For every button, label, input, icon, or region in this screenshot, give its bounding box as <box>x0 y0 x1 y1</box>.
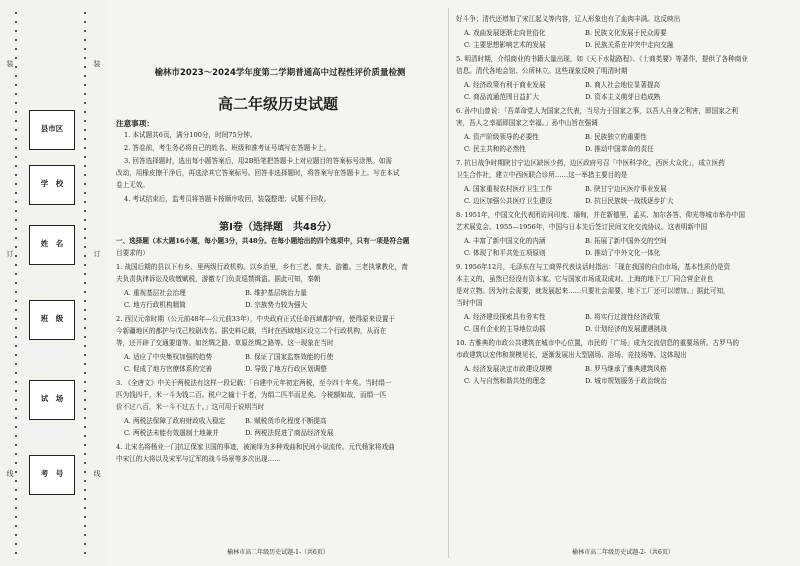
question-text: 今新疆地区的都护与戊己校尉改名。据史料记载，当时在西域地区设立二个行政机构，从而在 <box>116 327 387 335</box>
question-text: 本主义的，虽然已经没有资本家。它与国家市场成双成对。上海的地下工厂同合营企业也 <box>456 275 714 283</box>
option-row: A. 丰富了新中国文化的内涵 B. 拓展了新中国外交的空间 <box>464 237 667 245</box>
option-row: A. 资产阶级领导的必要性 B. 民族独立的重要性 <box>464 133 647 141</box>
seal-line-dotted <box>84 12 86 554</box>
question-text: 是对立物。因为社会需要，就发展起来……只要社会需要，地下工厂还可以增加。」据此可知， <box>456 287 730 295</box>
county-box: 县市区 <box>29 110 75 150</box>
option-row: C. 国有企业的主导地位动摇 D. 计划经济的发展遭遇挑战 <box>464 325 667 333</box>
question-text: 匹为钱四千，米一斗为钱二百。税户之输十千者，为绢二匹半而足矣。今税额如故，而绢一匹 <box>116 391 387 399</box>
question-text: 6. 孙中山曾说：「吾革命党人为国家之代表，当尽力于国家之事，以吾人自身之利害，即国家之利 <box>456 107 739 115</box>
edge-char: 订 <box>6 250 14 257</box>
question-text: 价不过八百，米一斗不过五十。」这可用于说明当时 <box>116 403 265 411</box>
option-row: C. 商品流通范围日益扩大 D. 资本主义萌芽日趋成熟 <box>464 93 661 101</box>
main-title: 高二年级历史试题 <box>217 95 338 113</box>
question-text: 4. 北宋名将杨业一门抗辽保家卫国的事迹，被演绎为多种戏曲和民间小说流传。元代杨家将戏曲 <box>116 443 395 451</box>
exam-page-2 <box>452 0 794 566</box>
notice-line: 1. 本试题共6页，满分100分，时间75分钟。 <box>124 131 257 139</box>
question-text: 10. 古雅典的市政公共建筑在城市中心位置，市民的「广场」成为交流信息的重要场所。古罗马的 <box>456 339 739 347</box>
edge-char: 线 <box>6 470 14 477</box>
question-text: 7. 抗日战争时期陕甘宁边区缺医少药，边区政府号召「中医科学化，西医大众化」，成立医药 <box>456 159 725 167</box>
question-text: 等，还开辟了交通要道等。如丝绸之路、草原丝绸之路等。这一现象在当时 <box>116 339 334 347</box>
notice-line: 2. 答卷前，考生务必将自己的姓名、班级和准考证号填写在答题卡上。 <box>124 144 331 152</box>
question-text: 信息。清代各地会馆、公所林立。这些现象反映了明清时期 <box>456 67 628 75</box>
question-text: 一、选择题（本大题16小题，每小题3分，共48分。在每小题给出的四个选项中，只有一项是符合题 <box>116 237 410 245</box>
option-row: C. 民主共和的必然性 D. 推动中国革命的责任 <box>464 145 654 153</box>
edge-char: 订 <box>93 250 101 257</box>
binding-strip <box>0 0 108 566</box>
question-text: 中宋江的大将以及宋军与辽军的战斗场景等多次出现…… <box>116 455 281 463</box>
question-text: 9. 1956年12月，毛泽东在与工商界代表谈话时指出：「现在我国的自由市场，基本性质仍是资 <box>456 263 731 271</box>
notice-heading: 注意事项： <box>116 119 154 128</box>
exam-page-1 <box>112 0 444 566</box>
option-row: C. 地方行政机构精简 D. 宗族势力较为强大 <box>124 301 308 309</box>
notice-line: 3. 回答选择题时，选出每小题答案后，用2B铅笔把答题卡上对应题目的答案标号涂黑。如需 <box>124 157 392 165</box>
notice-line: 卷上无效。 <box>116 181 149 189</box>
option-row: A. 适应了中央集权加强的趋势 B. 保证了国家监察效能的行使 <box>124 353 334 361</box>
option-row: A. 经济发展决定市政建设规模 B. 罗马继承了雅典建筑风格 <box>464 365 667 373</box>
question-text: 5. 明清时期，介绍商业的书籍大量出现，如《天下水陆路程》、《士商类要》等著作，提供了各种商业 <box>456 55 748 63</box>
question-text: 3. 《全唐文》中关于两税法有这样一段记载：「自建中元年初定两税，至今四十年矣。当时绢一 <box>116 379 392 387</box>
question-text: 害，吾人之幸福即国家之幸福。」孙中山旨在强调 <box>456 119 598 127</box>
question-text: 目要求的） <box>116 249 149 257</box>
edge-char: 装 <box>6 60 14 67</box>
option-row: C. 边区加强公共医疗卫生建设 D. 抗日民族统一战线逐步扩大 <box>464 197 674 205</box>
option-row: C. 主要思想影响艺术的发展 D. 民族关系在冲突中走向交融 <box>464 41 674 49</box>
exam-room-box: 试 场 <box>29 380 75 420</box>
question-text: 卫生合作社，建立中西医联合诊所……这一举措主要目的是 <box>456 171 628 179</box>
option-row: A. 戏曲发展逐渐走向世俗化 B. 民族文化发展于民众需要 <box>464 29 667 37</box>
name-box: 姓 名 <box>29 225 75 265</box>
question-text: 8. 1951年，中国文化代表团访问印度、缅甸，并在新德里、孟买、加尔各答、仰光等城市举办中国 <box>456 211 745 219</box>
class-box: 班 级 <box>29 300 75 340</box>
option-row: A. 经济建设探索具有务实性 B. 将实行过渡性经济政策 <box>464 313 661 321</box>
cut-line-dotted <box>15 12 17 554</box>
option-row: C. 两税法未能有效遏制土地兼并 D. 两税法促进了商品经济发展 <box>124 429 334 437</box>
exam-title: 榆林市2023～2024学年度第二学期普通高中过程性评价质量检测 <box>154 67 406 77</box>
school-box: 学 校 <box>29 165 75 205</box>
question-text: 2. 西汉元帝时期（公元前48年—公元前33年），中央政府正式任命西域都护府，使得原来设置于 <box>116 315 396 323</box>
question-text: 市政建筑以宏伟和规模见长，逐渐发展出大型剧场、浴场、竞技场等。这体现出 <box>456 351 687 359</box>
option-row: A. 国家重视农村医疗卫生工作 B. 陕甘宁边区医疗事业发展 <box>464 185 667 193</box>
exam-number-box: 考 号 <box>29 455 75 495</box>
page-footer: 榆林市高二年级历史试题-2-（共6页） <box>572 549 674 556</box>
notice-line: 改动，用橡皮擦干净后，再选涂其它答案标号。回答非选择题时，将答案写在答题卡上。写在本试 <box>116 169 400 177</box>
option-row: A. 重视基层社会治理 B. 维护基层统治力量 <box>124 289 307 297</box>
question-text: 1. 战国后期的县以下有乡、里两级行政机构。以乡治里，乡有三老、啬夫、游徼。三老执掌教化，啬 <box>116 263 408 271</box>
question-text: 夫负责执律诉讼及收缴赋税，游徼专门负责巡禁缉盗。据此可知，秦朝 <box>116 275 321 283</box>
edge-char: 线 <box>93 470 101 477</box>
option-row: C. 体现了和平共处五项原则 D. 推动了中外文化一体化 <box>464 249 661 257</box>
option-row: C. 人与自然和谐共处的理念 D. 城市规划服务于政治统治 <box>464 377 667 385</box>
question-text: 当时中国 <box>456 299 483 307</box>
option-row: A. 两税法保障了政府财政收入稳定 B. 赋税货币化程度不断提高 <box>124 417 327 425</box>
option-row: C. 促成了地方官僚体系的完善 D. 导致了地方行政区划调整 <box>124 365 327 373</box>
page-divider <box>448 8 449 558</box>
page-footer: 榆林市高二年级历史试题-1-（共6页） <box>227 549 329 556</box>
edge-char: 装 <box>93 60 101 67</box>
section-heading: 第Ⅰ卷（选择题 共48分） <box>219 222 337 233</box>
question-text: 艺术展览会。1955—1956年，中国与日本先后签订民间文化交流协议。这表明新中国 <box>456 223 708 231</box>
notice-line: 4. 考试结束后，监考员将答题卡按顺序收回，装袋整理；试题不回收。 <box>124 195 331 203</box>
question-text: 好斗争；清代还增加了宋江起义等内容，辽人形象也有了血肉丰满。这反映出 <box>456 15 681 23</box>
option-row: A. 经济政策有利于商业发展 B. 商人社会地位显著提高 <box>464 81 661 89</box>
